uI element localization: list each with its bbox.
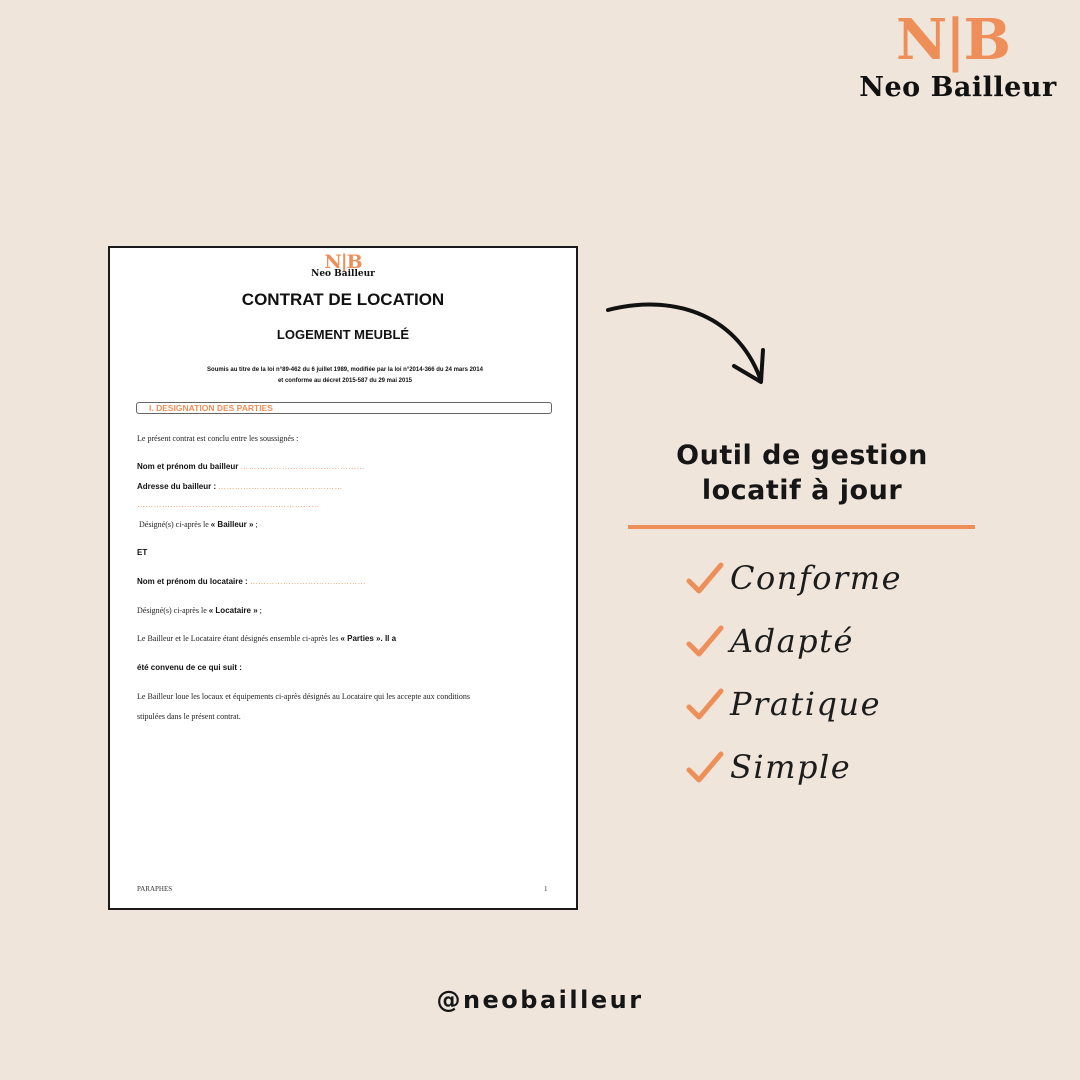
brand-logo [848,7,1068,110]
document-title: CONTRAT DE LOCATION [241,290,445,309]
bailleur-address-dots-2: ………………………………………………………… [137,500,320,509]
designe-bailleur-term: « Bailleur » [210,520,254,529]
designe-locataire-line [137,606,262,616]
parties-line [137,634,396,644]
bailleur-name-line [137,462,365,472]
footer-paraphes: PARAPHES [137,885,173,893]
social-handle[interactable]: @neobailleur [436,986,644,1014]
locataire-name-line [137,577,366,587]
loue-line-1: Le Bailleur loue les locaux et équipements ci-après désignés au Locataire qui les accepte aux conditions [137,692,470,701]
check-icon [686,625,724,659]
intro-paragraph: Le présent contrat est conclu entre les soussignés : [137,434,299,443]
bailleur-name-label: Nom et prénom du bailleur [137,462,239,471]
feature-item-conforme [686,556,946,606]
designe-locataire-term: « Locataire » [208,606,258,615]
document-legal-notice [130,365,560,387]
bailleur-name-dots: ……………………………………… [240,462,365,471]
brand-monogram: N|B [896,7,1009,73]
headline-divider [628,525,975,529]
parties-term: « Parties ». Il a [340,634,397,643]
bailleur-address-dots: ……………………………………… [218,482,343,491]
legal-line-2: et conforme au décret 2015-587 du 29 mai 2015 [277,378,413,384]
feature-label: Conforme [730,559,903,597]
feature-label: Pratique [730,685,882,723]
bailleur-address-label: Adresse du bailleur : [137,482,217,491]
document-logo-monogram: N|B [324,251,362,273]
feature-item-pratique [686,682,946,732]
headline-line-2: locatif à jour [701,475,903,506]
section-title: I. DESIGNATION DES PARTIES [149,403,273,413]
curved-arrow-icon [600,292,775,392]
locataire-name-label: Nom et prénom du locataire : [137,577,248,586]
headline-line-1: Outil de gestion [676,440,928,471]
brand-name: Neo Bailleur [859,72,1057,103]
feature-label: Simple [730,748,852,786]
document-logo-name: Neo Bailleur [311,269,375,279]
legal-line-1: Soumis au titre de la loi n°89-462 du 6 juillet 1989, modifiée par la loi n°2014-366 du 24 mars 2014 [207,367,483,373]
check-icon [686,688,724,722]
document-subtitle: LOGEMENT MEUBLÉ [276,327,410,342]
designe-locataire-suffix: ; [259,606,262,615]
locataire-name-dots: …………………………………… [249,577,366,586]
designe-bailleur-prefix: Désigné(s) ci-après le [139,520,209,529]
bailleur-address-line [137,482,343,492]
feature-item-simple [686,745,946,795]
check-icon [686,751,724,785]
convenu-line: été convenu de ce qui suit : [137,663,242,672]
loue-line-2: stipulées dans le présent contrat. [137,712,241,721]
feature-item-adapte [686,619,946,669]
check-icon [686,562,724,596]
feature-label: Adapté [730,622,854,660]
contract-document-preview [108,246,578,910]
parties-prefix: Le Bailleur et le Locataire étant désignés ensemble ci-après les [137,634,339,643]
headline [640,438,964,508]
et-separator: ET [137,548,148,557]
designe-bailleur-line [139,520,258,530]
section-heading [136,402,552,414]
footer-page-number: 1 [544,885,548,893]
designe-bailleur-suffix: ; [255,520,258,529]
designe-locataire-prefix: Désigné(s) ci-après le [137,606,207,615]
